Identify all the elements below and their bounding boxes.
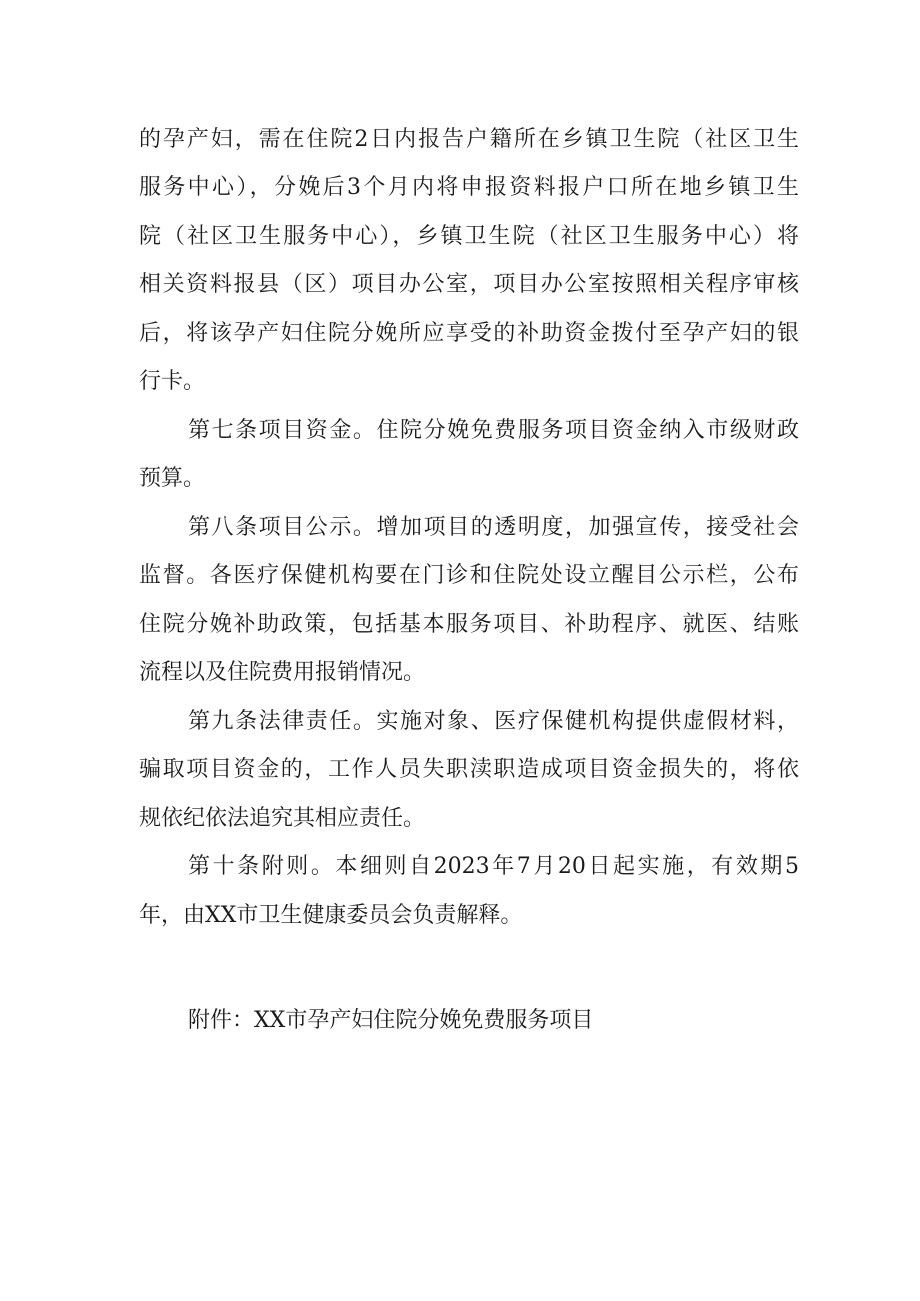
text-line: 服务中心），分娩后3个月内将申报资料报户口所在地乡镇卫生 [139,175,799,200]
text-line: 骗取项目资金的，工作人员失职渎职造成项目资金损失的，将依 [139,757,799,782]
attachment-line: 附件：XX市孕产妇住院分娩免费服务项目 [188,1008,594,1033]
text-line: 监督。各医疗保健机构要在门诊和住院处设立醒目公示栏，公布 [139,563,799,588]
text-line: 预算。 [139,466,206,491]
text-line: 住院分娩补助政策，包括基本服务项目、补助程序、就医、结账 [139,612,799,637]
article-7-heading-line: 第七条项目资金。住院分娩免费服务项目资金纳入市级财政 [188,418,799,443]
article-9-heading-line: 第九条法律责任。实施对象、医疗保健机构提供虚假材料， [188,709,799,734]
text-line: 流程以及住院费用报销情况。 [139,660,426,685]
text-line: 相关资料报县（区）项目办公室，项目办公室按照相关程序审核 [139,272,799,297]
text-line: 行卡。 [139,369,206,394]
text-line: 后，将该孕产妇住院分娩所应享受的补助资金拨付至孕产妇的银 [139,321,799,346]
text-line: 院（社区卫生服务中心），乡镇卫生院（社区卫生服务中心）将 [139,224,799,249]
article-10-heading-line: 第十条附则。本细则自2023年7月20日起实施，有效期5 [188,854,799,879]
text-line: 规依纪依法追究其相应责任。 [139,806,426,831]
text-line: 的孕产妇，需在住院2日内报告户籍所在乡镇卫生院（社区卫生 [139,127,799,152]
text-line: 年，由XX市卫生健康委员会负责解释。 [139,903,523,928]
article-8-heading-line: 第八条项目公示。增加项目的透明度，加强宣传，接受社会 [188,515,799,540]
